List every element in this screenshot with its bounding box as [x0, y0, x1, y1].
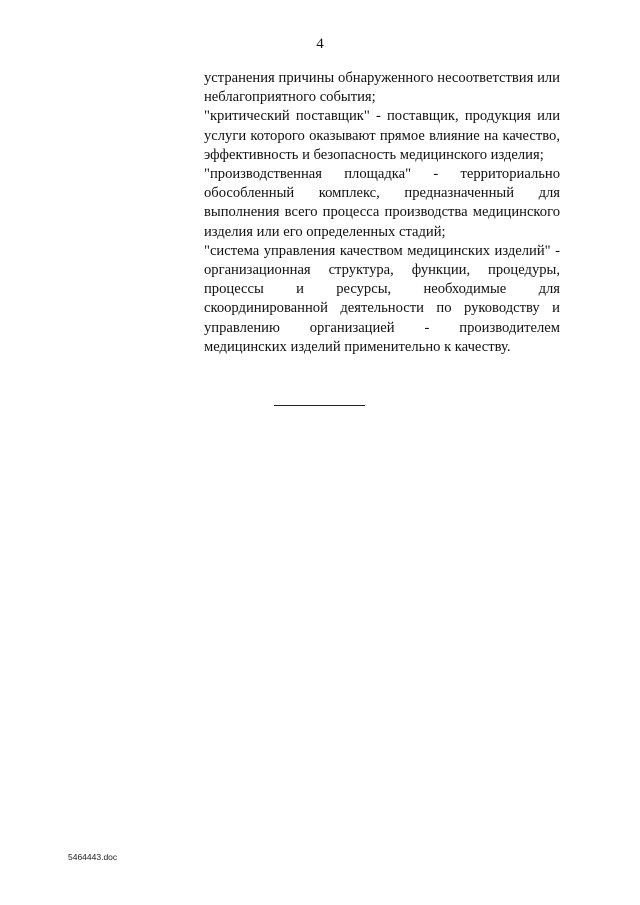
document-body [204, 69, 560, 357]
definition-quality-management-system: "система управления качеством медицинских изделий" - организационная структура, функции, процедуры, процессы и ресурсы, необходимые для скоординированной деятельности по руководству и управлению организацией - производителем медицинских изделий применительно к качеству. [204, 242, 560, 355]
paragraph-continuation: устранения причины обнаруженного несоответствия или неблагоприятного события; [204, 70, 560, 106]
definition-production-site: "производственная площадка" - территориально обособленный комплекс, предназначенный для выполнения всего процесса производства медицинского изделия или его определенных стадий; [204, 166, 560, 240]
definition-critical-supplier: "критический поставщик" - поставщик, продукция или услуги которого оказывают прямое влияние на качество, эффективность и безопасность медицинского изделия; [204, 108, 560, 163]
end-of-document-separator [274, 405, 365, 406]
page-number: 4 [316, 36, 324, 52]
footer-filename: 5464443.doc [68, 852, 118, 862]
